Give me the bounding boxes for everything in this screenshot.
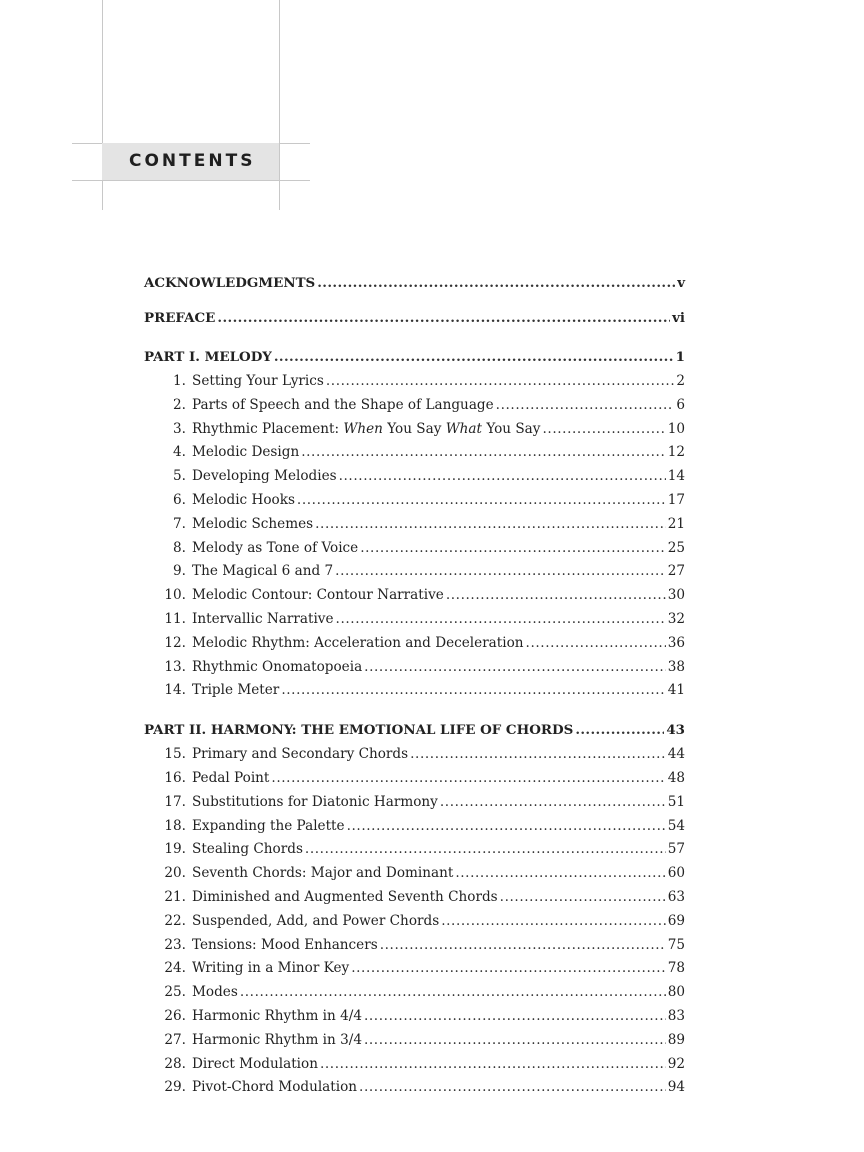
chapter-page: 14 — [667, 468, 685, 485]
dot-leader — [496, 397, 675, 413]
chapter-number: 5. — [173, 468, 186, 485]
chapter-number: 16. — [164, 769, 186, 786]
label-part: You Say — [482, 420, 541, 437]
page-title: CONTENTS — [129, 151, 256, 171]
dot-leader — [440, 794, 666, 810]
dot-leader — [347, 818, 666, 834]
dot-leader — [271, 770, 665, 786]
entry-label: ACKNOWLEDGMENTS — [144, 275, 316, 291]
chapter-page: 32 — [667, 610, 685, 627]
table-of-contents — [144, 275, 685, 1103]
dot-leader — [359, 1079, 666, 1095]
chapter-label — [192, 421, 540, 437]
chapter-page: 89 — [667, 1031, 685, 1048]
toc-chapter[interactable] — [144, 516, 685, 540]
toc-chapter[interactable] — [144, 421, 685, 445]
dot-leader — [500, 889, 666, 905]
chapter-number: 3. — [173, 420, 186, 437]
chapter-page: 75 — [667, 936, 685, 953]
chapter-label: Suspended, Add, and Power Chords — [192, 912, 440, 929]
dot-leader — [441, 913, 666, 929]
toc-chapter[interactable] — [144, 397, 685, 421]
toc-chapter[interactable] — [144, 770, 685, 794]
chapter-label: Melody as Tone of Voice — [192, 539, 359, 556]
entry-page: v — [677, 275, 685, 291]
chapter-page: 60 — [667, 865, 685, 882]
chapter-label: Direct Modulation — [192, 1055, 318, 1072]
dot-leader — [281, 682, 665, 698]
chapter-label: Expanding the Palette — [192, 817, 345, 834]
chapter-number: 15. — [164, 746, 186, 763]
chapter-label: Primary and Secondary Chords — [192, 746, 409, 763]
toc-chapter[interactable] — [144, 937, 685, 961]
entry-label: PART I. MELODY — [144, 349, 272, 365]
chapter-number: 27. — [164, 1031, 186, 1048]
dot-leader — [364, 1008, 666, 1024]
chapter-number: 8. — [173, 539, 186, 556]
dot-leader — [339, 468, 666, 484]
dot-leader — [542, 421, 665, 437]
chapter-label: Triple Meter — [192, 682, 280, 699]
chapter-number: 22. — [164, 912, 186, 929]
chapter-label: Modes — [192, 984, 238, 1001]
chapter-page: 12 — [667, 444, 685, 461]
chapter-page: 30 — [667, 587, 685, 604]
toc-chapter[interactable] — [144, 635, 685, 659]
dot-leader — [410, 746, 666, 762]
chapter-number: 14. — [164, 682, 186, 699]
dot-leader — [317, 275, 675, 291]
chapter-number: 26. — [164, 1007, 186, 1024]
chapter-number: 4. — [173, 444, 186, 461]
entry-page: 1 — [675, 349, 685, 365]
dot-leader — [326, 373, 674, 389]
chapter-label: Melodic Rhythm: Acceleration and Deceleration — [192, 634, 524, 651]
chapter-page: 10 — [667, 420, 685, 437]
chapter-page: 94 — [667, 1079, 685, 1096]
dot-leader — [526, 635, 666, 651]
toc-chapter[interactable] — [144, 794, 685, 818]
chapter-number: 11. — [164, 610, 186, 627]
chapter-number: 7. — [173, 515, 186, 532]
chapter-page: 2 — [676, 373, 685, 389]
dot-leader — [364, 1032, 666, 1048]
chapter-label: Melodic Schemes — [192, 515, 314, 532]
dot-leader — [446, 587, 666, 603]
toc-chapter[interactable] — [144, 746, 685, 770]
chapter-number: 9. — [173, 563, 186, 580]
chapter-page: 27 — [667, 563, 685, 580]
chapter-page: 17 — [667, 491, 685, 508]
toc-chapter[interactable] — [144, 889, 685, 913]
toc-chapter[interactable] — [144, 587, 685, 611]
chapter-page: 48 — [667, 769, 685, 786]
dot-leader — [335, 563, 666, 579]
label-italic: What — [445, 420, 482, 437]
chapter-number: 28. — [164, 1055, 186, 1072]
chapter-label: Substitutions for Diatonic Harmony — [192, 793, 438, 810]
dot-leader — [301, 444, 665, 460]
chapter-label: Melodic Hooks — [192, 491, 295, 508]
label-part: You Say — [382, 420, 446, 437]
label-part: Rhythmic Placement: — [192, 420, 344, 437]
toc-chapter[interactable] — [144, 444, 685, 468]
chapter-label: Intervallic Narrative — [192, 610, 334, 627]
chapter-page: 78 — [667, 960, 685, 977]
chapter-number: 25. — [164, 984, 186, 1001]
dot-leader — [351, 960, 666, 976]
dot-leader — [320, 1056, 666, 1072]
dot-leader — [380, 937, 666, 953]
toc-chapter[interactable] — [144, 563, 685, 587]
chapter-page: 21 — [667, 515, 685, 532]
toc-chapter[interactable] — [144, 818, 685, 842]
chapter-page: 51 — [667, 793, 685, 810]
chapter-label: Tensions: Mood Enhancers — [192, 936, 378, 953]
chapter-label: Setting Your Lyrics — [192, 373, 324, 389]
chapter-number: 19. — [164, 841, 186, 858]
toc-chapter[interactable] — [144, 659, 685, 683]
frame-line-bottom — [72, 180, 310, 181]
toc-chapter[interactable] — [144, 373, 685, 397]
chapter-label: Diminished and Augmented Seventh Chords — [192, 888, 498, 905]
toc-chapter[interactable] — [144, 841, 685, 865]
chapter-page: 69 — [667, 912, 685, 929]
chapter-number: 1. — [173, 373, 186, 389]
chapter-number: 18. — [164, 817, 186, 834]
toc-chapter[interactable] — [144, 1008, 685, 1032]
toc-entry-preface[interactable] — [144, 310, 685, 334]
dot-leader — [315, 516, 666, 532]
dot-leader — [305, 841, 666, 857]
chapter-label: Parts of Speech and the Shape of Language — [192, 396, 494, 413]
chapter-number: 12. — [164, 634, 186, 651]
dot-leader — [217, 310, 670, 326]
chapter-page: 41 — [667, 682, 685, 699]
chapter-number: 29. — [164, 1079, 186, 1096]
dot-leader — [364, 659, 666, 675]
dot-leader — [455, 865, 665, 881]
toc-chapter[interactable] — [144, 984, 685, 1008]
chapter-number: 23. — [164, 936, 186, 953]
chapter-label: Rhythmic Onomatopoeia — [192, 658, 363, 675]
chapter-number: 17. — [164, 793, 186, 810]
chapter-page: 80 — [667, 984, 685, 1001]
chapter-label: Developing Melodies — [192, 468, 337, 485]
chapter-page: 54 — [667, 817, 685, 834]
chapter-label: Melodic Design — [192, 444, 300, 461]
label-italic: When — [343, 420, 383, 437]
chapter-number: 6. — [173, 491, 186, 508]
chapter-page: 6 — [676, 396, 685, 413]
chapter-page: 38 — [667, 658, 685, 675]
entry-label: PREFACE — [144, 310, 216, 326]
toc-chapter[interactable] — [144, 913, 685, 937]
entry-label: PART II. HARMONY: THE EMOTIONAL LIFE OF CHORDS — [144, 722, 574, 739]
toc-chapter[interactable] — [144, 611, 685, 635]
chapter-page: 92 — [667, 1055, 685, 1072]
chapter-page: 25 — [667, 539, 685, 556]
toc-entry-acknowledgments[interactable] — [144, 275, 685, 299]
toc-entry-part-1[interactable] — [144, 349, 685, 373]
chapter-label: Writing in a Minor Key — [192, 960, 350, 977]
chapter-number: 10. — [164, 587, 186, 604]
toc-chapter[interactable] — [144, 960, 685, 984]
chapter-label: Pivot-Chord Modulation — [192, 1079, 358, 1096]
chapter-page: 83 — [667, 1007, 685, 1024]
dot-leader — [336, 611, 666, 627]
dot-leader — [360, 540, 665, 556]
chapter-number: 13. — [164, 658, 186, 675]
toc-chapter[interactable] — [144, 682, 685, 706]
entry-page: 43 — [666, 722, 685, 739]
chapter-label: Harmonic Rhythm in 4/4 — [192, 1007, 362, 1024]
toc-chapter[interactable] — [144, 492, 685, 516]
chapter-number: 20. — [164, 865, 186, 882]
chapter-page: 36 — [667, 634, 685, 651]
chapter-number: 24. — [164, 960, 186, 977]
toc-chapter[interactable] — [144, 1056, 685, 1080]
chapter-label: Harmonic Rhythm in 3/4 — [192, 1031, 362, 1048]
chapter-label: The Magical 6 and 7 — [192, 563, 334, 580]
dot-leader — [240, 984, 666, 1000]
toc-chapter[interactable] — [144, 540, 685, 564]
chapter-label: Stealing Chords — [192, 841, 303, 858]
dot-leader — [575, 722, 664, 738]
chapter-label: Melodic Contour: Contour Narrative — [192, 587, 444, 604]
entry-page: vi — [672, 310, 685, 326]
frame-line-right — [279, 0, 280, 210]
chapter-page: 57 — [667, 841, 685, 858]
chapter-label: Pedal Point — [192, 769, 270, 786]
dot-leader — [274, 349, 674, 365]
toc-entry-part-2[interactable] — [144, 722, 685, 746]
toc-chapter[interactable] — [144, 865, 685, 889]
chapter-number: 2. — [173, 396, 186, 413]
chapter-label: Seventh Chords: Major and Dominant — [192, 865, 454, 882]
chapter-number: 21. — [164, 888, 186, 905]
dot-leader — [297, 492, 666, 508]
toc-chapter[interactable] — [144, 468, 685, 492]
toc-chapter[interactable] — [144, 1079, 685, 1103]
chapter-page: 44 — [667, 746, 685, 763]
chapter-page: 63 — [667, 888, 685, 905]
toc-chapter[interactable] — [144, 1032, 685, 1056]
